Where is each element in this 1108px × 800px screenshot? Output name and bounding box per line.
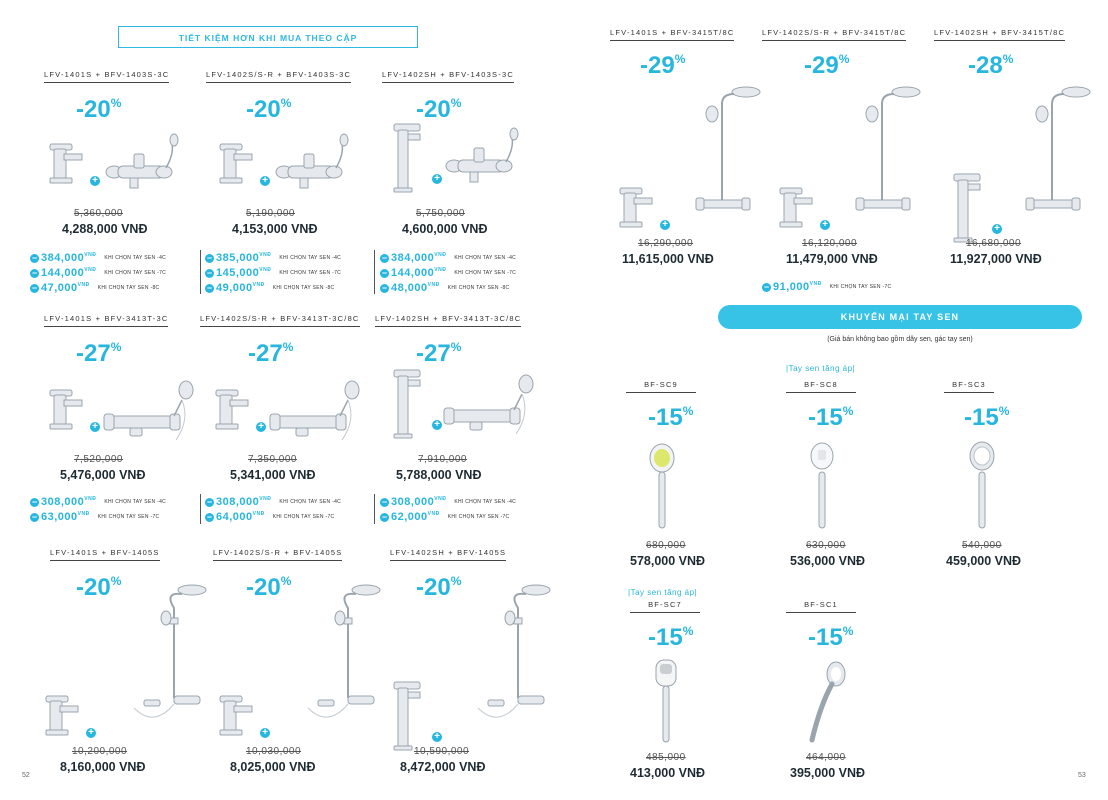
- extra-discount-amount: [216, 511, 265, 523]
- extra-discount-note: KHI CHỌN TAY SEN -7C: [104, 270, 167, 276]
- percent-sign: %: [280, 574, 292, 588]
- currency-label: VNĐ: [434, 252, 447, 258]
- currency-label: VNĐ: [259, 252, 272, 258]
- minus-icon: −: [206, 252, 213, 263]
- basin-faucet-image: [218, 140, 258, 190]
- extra-amount-value: 384,000: [391, 252, 435, 264]
- currency-label: VNĐ: [252, 511, 265, 517]
- basin-faucet-image: [214, 386, 254, 436]
- extra-discount-note: KHI CHỌN TAY SEN -7C: [97, 514, 160, 520]
- extra-discount-note: KHI CHỌN TAY SEN -7C: [454, 270, 517, 276]
- original-price: 7,350,000: [248, 454, 297, 465]
- discount-value: -27: [416, 340, 451, 367]
- combo-code: LFV-1401S + BFV-3415T/8C: [610, 28, 734, 41]
- percent-sign: %: [110, 340, 122, 354]
- minus-icon: −: [206, 511, 213, 522]
- sale-price: 4,288,000 VNĐ: [62, 222, 148, 236]
- extra-discount-row: [30, 511, 159, 523]
- shower-code: BF-SC7: [630, 600, 700, 613]
- discount-percent: [246, 96, 291, 124]
- bath-mixer-image: [104, 134, 184, 194]
- currency-label: VNĐ: [434, 496, 447, 502]
- shower-code: BF-SC9: [626, 380, 696, 393]
- shower-column-image: [288, 578, 378, 728]
- original-price: 680,000: [646, 540, 686, 551]
- original-price: 16,120,000: [802, 238, 858, 249]
- plus-icon: +: [90, 176, 100, 186]
- discount-percent: [964, 404, 1009, 432]
- extra-discount-amount: [391, 511, 440, 523]
- extra-discount-row: [380, 252, 516, 264]
- combo-code: LFV-1402S/S-R + BFV-3413T-3C/8C: [200, 314, 360, 327]
- plus-icon: +: [260, 176, 270, 186]
- plus-icon: +: [432, 174, 442, 184]
- extra-discount-row: [30, 282, 159, 294]
- hand-shower-image: [806, 656, 846, 748]
- combo-code: LFV-1402SH + BFV-3415T/8C: [934, 28, 1065, 41]
- extra-amount-value: 144,000: [391, 267, 435, 279]
- column-divider: [374, 494, 375, 524]
- combo-code: LFV-1402S/S-R + BFV-3415T/8C: [762, 28, 906, 41]
- discount-percent: [808, 404, 853, 432]
- extra-amount-value: 145,000: [216, 267, 260, 279]
- minus-icon: −: [381, 496, 388, 507]
- minus-icon: −: [31, 252, 38, 263]
- extra-discount-row: [380, 496, 516, 508]
- sale-price: 5,476,000 VNĐ: [60, 468, 146, 482]
- column-divider: [200, 494, 201, 524]
- shower-column-image: [458, 578, 548, 728]
- sale-price: 5,788,000 VNĐ: [396, 468, 482, 482]
- percent-sign: %: [838, 52, 850, 66]
- discount-percent: [76, 340, 121, 368]
- extra-amount-value: 48,000: [391, 282, 428, 294]
- discount-percent: [416, 574, 461, 602]
- extra-discount-amount: [41, 267, 96, 279]
- extra-amount-value: 49,000: [216, 282, 253, 294]
- extra-amount-value: 384,000: [41, 252, 85, 264]
- currency-label: VNĐ: [259, 267, 272, 273]
- sale-price: 11,615,000 VNĐ: [622, 252, 714, 266]
- pressure-boost-label: |Tay sen tăng áp|: [628, 588, 698, 597]
- currency-label: VNĐ: [809, 281, 822, 287]
- discount-value: -20: [246, 574, 281, 601]
- sale-price: 578,000 VNĐ: [630, 554, 706, 568]
- minus-icon: −: [206, 496, 213, 507]
- sale-price: 459,000 VNĐ: [946, 554, 1022, 568]
- basin-faucet-image: [48, 140, 88, 190]
- discount-percent: [640, 52, 685, 80]
- discount-value: -15: [808, 624, 843, 651]
- extra-amount-value: 62,000: [391, 511, 428, 523]
- discount-percent: [416, 96, 461, 124]
- discount-value: -15: [648, 404, 683, 431]
- sale-price: 4,600,000 VNĐ: [402, 222, 488, 236]
- basin-faucet-image: [778, 184, 818, 234]
- basin-faucet-image: [218, 692, 258, 742]
- currency-label: VNĐ: [427, 282, 440, 288]
- combo-code: LFV-1401S + BFV-1405S: [50, 548, 160, 561]
- percent-sign: %: [110, 574, 122, 588]
- extra-discount-note: KHI CHỌN TAY SEN -4C: [454, 499, 517, 505]
- extra-discount-amount: [391, 252, 446, 264]
- percent-sign: %: [682, 404, 694, 418]
- percent-sign: %: [998, 404, 1010, 418]
- shower-column-image: [114, 578, 204, 728]
- extra-amount-value: 64,000: [216, 511, 253, 523]
- extra-discount-amount: [216, 282, 265, 294]
- discount-value: -29: [804, 52, 839, 79]
- extra-discount-note: KHI CHỌN TAY SEN -4C: [454, 255, 517, 261]
- extra-discount-amount: [216, 252, 271, 264]
- discount-percent: [968, 52, 1013, 80]
- combo-code: LFV-1401S + BFV-1403S-3C: [44, 70, 169, 83]
- section-title-box: TIẾT KIỆM HƠN KHI MUA THEO CẶP: [118, 26, 418, 48]
- extra-discount-amount: [41, 511, 90, 523]
- thermostatic-shower-column-image: [848, 80, 928, 220]
- extra-discount-amount: [391, 282, 440, 294]
- discount-percent: [804, 52, 849, 80]
- discount-value: -15: [964, 404, 999, 431]
- extra-discount-amount: [773, 281, 822, 293]
- bath-mixer-image: [274, 134, 354, 194]
- currency-label: VNĐ: [427, 511, 440, 517]
- combo-code: LFV-1401S + BFV-3413T-3C: [44, 314, 168, 327]
- sale-price: 5,341,000 VNĐ: [230, 468, 316, 482]
- currency-label: VNĐ: [259, 496, 272, 502]
- column-divider: [374, 250, 375, 294]
- discount-value: -20: [416, 574, 451, 601]
- extra-amount-value: 308,000: [391, 496, 435, 508]
- basin-faucet-image: [618, 184, 658, 234]
- extra-discount-amount: [41, 282, 90, 294]
- plus-icon: +: [260, 728, 270, 738]
- original-price: 464,000: [806, 752, 846, 763]
- minus-icon: −: [31, 496, 38, 507]
- extra-discount-note: KHI CHỌN TAY SEN -8C: [447, 285, 510, 291]
- sale-price: 8,025,000 VNĐ: [230, 760, 316, 774]
- percent-sign: %: [842, 624, 854, 638]
- combo-code: LFV-1402SH + BFV-3413T-3C/8C: [375, 314, 521, 327]
- discount-value: -27: [248, 340, 283, 367]
- plus-icon: +: [90, 422, 100, 432]
- tall-basin-faucet-image: [948, 174, 988, 244]
- minus-icon: −: [31, 267, 38, 278]
- minus-icon: −: [31, 511, 38, 522]
- extra-discount-row: [762, 281, 891, 293]
- percent-sign: %: [282, 340, 294, 354]
- extra-discount-row: [205, 267, 341, 279]
- percent-sign: %: [674, 52, 686, 66]
- extra-amount-value: 144,000: [41, 267, 85, 279]
- original-price: 16,680,000: [966, 238, 1022, 249]
- currency-label: VNĐ: [84, 252, 97, 258]
- discount-percent: [248, 340, 293, 368]
- minus-icon: −: [381, 511, 388, 522]
- minus-icon: −: [381, 267, 388, 278]
- plus-icon: +: [432, 420, 442, 430]
- minus-icon: −: [206, 282, 213, 293]
- plus-icon: +: [432, 732, 442, 742]
- plus-icon: +: [992, 224, 1002, 234]
- extra-discount-row: [205, 496, 341, 508]
- combo-code: LFV-1402SH + BFV-1403S-3C: [382, 70, 514, 83]
- discount-percent: [648, 624, 693, 652]
- extra-discount-amount: [41, 496, 96, 508]
- discount-value: -20: [246, 96, 281, 123]
- extra-discount-row: [205, 282, 334, 294]
- extra-amount-value: 91,000: [773, 281, 810, 293]
- extra-discount-row: [380, 267, 516, 279]
- extra-amount-value: 47,000: [41, 282, 78, 294]
- column-divider: [200, 250, 201, 294]
- minus-icon: −: [31, 282, 38, 293]
- extra-discount-note: KHI CHỌN TAY SEN -4C: [279, 255, 342, 261]
- extra-discount-note: KHI CHỌN TAY SEN -7C: [447, 514, 510, 520]
- extra-discount-note: KHI CHỌN TAY SEN -4C: [279, 499, 342, 505]
- original-price: 5,750,000: [416, 208, 465, 219]
- discount-percent: [416, 340, 461, 368]
- combo-code: LFV-1402S/S-R + BFV-1405S: [213, 548, 342, 561]
- extra-discount-row: [380, 511, 509, 523]
- combo-code: LFV-1402S/S-R + BFV-1403S-3C: [206, 70, 351, 83]
- sale-price: 11,479,000 VNĐ: [786, 252, 878, 266]
- discount-percent: [246, 574, 291, 602]
- extra-discount-amount: [216, 496, 271, 508]
- currency-label: VNĐ: [84, 267, 97, 273]
- original-price: 7,520,000: [74, 454, 123, 465]
- extra-discount-row: [380, 282, 509, 294]
- discount-value: -15: [808, 404, 843, 431]
- original-price: 10,590,000: [414, 746, 470, 757]
- extra-discount-note: KHI CHỌN TAY SEN -7C: [272, 514, 335, 520]
- minus-icon: −: [763, 281, 770, 292]
- hand-shower-image: [646, 440, 686, 532]
- discount-value: -28: [968, 52, 1003, 79]
- basin-faucet-image: [44, 692, 84, 742]
- percent-sign: %: [110, 96, 122, 110]
- extra-amount-value: 385,000: [216, 252, 260, 264]
- sale-price: 4,153,000 VNĐ: [232, 222, 318, 236]
- extra-discount-row: [205, 252, 341, 264]
- plus-icon: +: [256, 422, 266, 432]
- thermostatic-shower-column-image: [1018, 80, 1098, 220]
- original-price: 10,030,000: [246, 746, 302, 757]
- page-number-left: 52: [22, 772, 30, 779]
- currency-label: VNĐ: [252, 282, 265, 288]
- original-price: 630,000: [806, 540, 846, 551]
- sale-price: 395,000 VNĐ: [790, 766, 866, 780]
- extra-discount-note: KHI CHỌN TAY SEN -7C: [829, 284, 892, 290]
- tall-basin-faucet-image: [388, 124, 428, 194]
- sale-price: 8,472,000 VNĐ: [400, 760, 486, 774]
- percent-sign: %: [280, 96, 292, 110]
- original-price: 540,000: [962, 540, 1002, 551]
- discount-percent: [648, 404, 693, 432]
- minus-icon: −: [381, 282, 388, 293]
- plus-icon: +: [660, 220, 670, 230]
- sale-price: 11,927,000 VNĐ: [950, 252, 1042, 266]
- percent-sign: %: [682, 624, 694, 638]
- extra-discount-row: [205, 511, 334, 523]
- sale-price: 8,160,000 VNĐ: [60, 760, 146, 774]
- tall-basin-faucet-image: [388, 682, 428, 752]
- original-price: 5,360,000: [74, 208, 123, 219]
- page-number-right: 53: [1078, 772, 1086, 779]
- thermostatic-mixer-image: [270, 380, 360, 450]
- tall-basin-faucet-image: [388, 370, 428, 440]
- percent-sign: %: [450, 340, 462, 354]
- discount-percent: [76, 96, 121, 124]
- percent-sign: %: [842, 404, 854, 418]
- extra-discount-note: KHI CHỌN TAY SEN -4C: [104, 499, 167, 505]
- extra-amount-value: 308,000: [41, 496, 85, 508]
- currency-label: VNĐ: [434, 267, 447, 273]
- extra-discount-row: [30, 267, 166, 279]
- discount-value: -29: [640, 52, 675, 79]
- original-price: 485,000: [646, 752, 686, 763]
- extra-discount-amount: [391, 496, 446, 508]
- extra-discount-row: [30, 496, 166, 508]
- discount-value: -20: [76, 574, 111, 601]
- extra-discount-note: KHI CHỌN TAY SEN -4C: [104, 255, 167, 261]
- discount-value: -20: [416, 96, 451, 123]
- extra-discount-amount: [391, 267, 446, 279]
- combo-code: LFV-1402SH + BFV-1405S: [390, 548, 506, 561]
- pressure-boost-label: |Tay sen tăng áp|: [786, 364, 856, 373]
- shower-code: BF-SC8: [786, 380, 856, 393]
- extra-discount-note: KHI CHỌN TAY SEN -7C: [279, 270, 342, 276]
- original-price: 7,910,000: [418, 454, 467, 465]
- minus-icon: −: [206, 267, 213, 278]
- currency-label: VNĐ: [77, 511, 90, 517]
- extra-discount-note: KHI CHỌN TAY SEN -8C: [272, 285, 335, 291]
- original-price: 16,290,000: [638, 238, 694, 249]
- extra-discount-amount: [216, 267, 271, 279]
- sale-price: 536,000 VNĐ: [790, 554, 866, 568]
- thermostatic-mixer-image: [444, 374, 534, 444]
- discount-value: -15: [648, 624, 683, 651]
- extra-discount-amount: [41, 252, 96, 264]
- bath-mixer-image: [444, 128, 524, 188]
- thermostatic-mixer-image: [104, 380, 194, 450]
- original-price: 5,190,000: [246, 208, 295, 219]
- percent-sign: %: [450, 574, 462, 588]
- extra-amount-value: 63,000: [41, 511, 78, 523]
- hand-shower-image: [806, 440, 846, 532]
- extra-discount-note: KHI CHỌN TAY SEN -8C: [97, 285, 160, 291]
- shower-code: BF-SC3: [944, 380, 994, 393]
- thermostatic-shower-column-image: [688, 80, 768, 220]
- promo-title-banner: KHUYẾN MẠI TAY SEN: [718, 305, 1082, 329]
- minus-icon: −: [381, 252, 388, 263]
- plus-icon: +: [86, 728, 96, 738]
- currency-label: VNĐ: [84, 496, 97, 502]
- discount-value: -27: [76, 340, 111, 367]
- hand-shower-image: [966, 440, 1006, 532]
- currency-label: VNĐ: [77, 282, 90, 288]
- basin-faucet-image: [48, 386, 88, 436]
- discount-value: -20: [76, 96, 111, 123]
- extra-discount-row: [30, 252, 166, 264]
- promo-subtitle: (Giá bán không bao gồm dây sen, gác tay sen): [827, 336, 973, 343]
- original-price: 10,200,000: [72, 746, 128, 757]
- shower-code: BF-SC1: [786, 600, 856, 613]
- percent-sign: %: [450, 96, 462, 110]
- sale-price: 413,000 VNĐ: [630, 766, 706, 780]
- discount-percent: [808, 624, 853, 652]
- percent-sign: %: [1002, 52, 1014, 66]
- extra-amount-value: 308,000: [216, 496, 260, 508]
- hand-shower-image: [650, 656, 690, 748]
- plus-icon: +: [820, 220, 830, 230]
